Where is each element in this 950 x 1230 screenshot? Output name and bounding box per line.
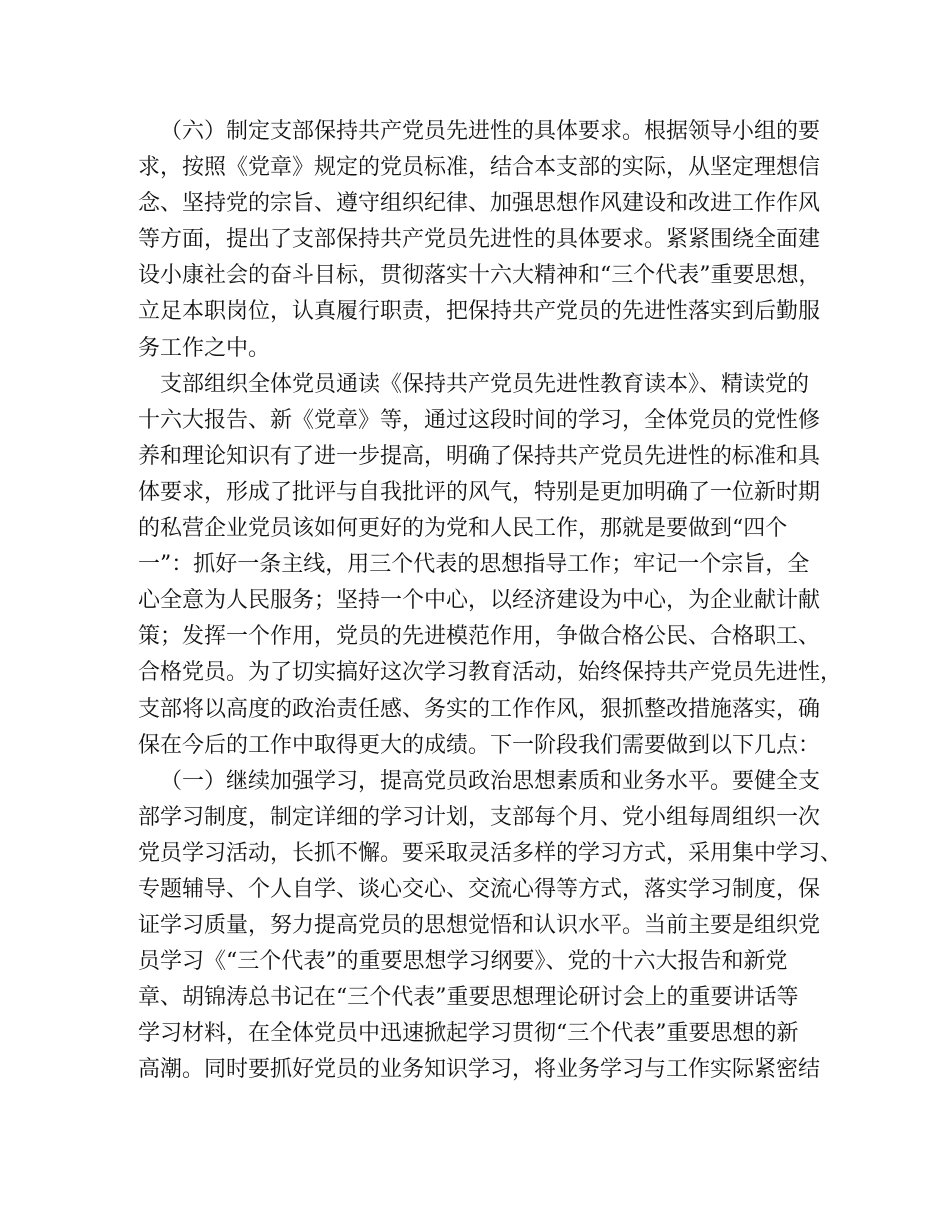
text-line: 党员学习活动，长抓不懈。要采取灵活多样的学习方式，采用集中学习、 — [138, 840, 843, 866]
text-line: 合格党员。为了切实搞好这次学习教育活动，始终保持共产党员先进性， — [138, 660, 843, 686]
text-line: 养和理论知识有了进一步提高，明确了保持共产党员先进性的标准和具 — [138, 443, 821, 469]
text-line: 部学习制度，制定详细的学习计划，支部每个月、党小组每周组织一次 — [138, 804, 821, 830]
text-line: 保在今后的工作中取得更大的成绩。下一阶段我们需要做到以下几点： — [138, 732, 821, 758]
text-line: 等方面，提出了支部保持共产党员先进性的具体要求。紧紧围绕全面建 — [138, 227, 821, 253]
body-text — [138, 114, 843, 1089]
text-line: 证学习质量，努力提高党员的思想觉悟和认识水平。当前主要是组织党 — [138, 913, 821, 939]
text-line: （一）继续加强学习，提高党员政治思想素质和业务水平。要健全支 — [160, 768, 821, 794]
text-line: 策；发挥一个作用，党员的先进模范作用，争做合格公民、合格职工、 — [138, 624, 821, 650]
text-line: 体要求，形成了批评与自我批评的风气，特别是更加明确了一位新时期 — [138, 479, 821, 505]
text-line: 求，按照《党章》规定的党员标准，结合本支部的实际，从坚定理想信 — [138, 155, 821, 181]
text-line: 心全意为人民服务；坚持一个中心，以经济建设为中心，为企业献计献 — [138, 588, 821, 614]
text-line: 务工作之中。 — [138, 335, 271, 361]
text-line: 念、坚持党的宗旨、遵守组织纪律、加强思想作风建设和改进工作作风 — [138, 191, 821, 217]
text-line: 学习材料，在全体党员中迅速掀起学习贯彻“三个代表”重要思想的新 — [138, 1021, 799, 1047]
text-line: 设小康社会的奋斗目标，贯彻落实十六大精神和“三个代表”重要思想， — [138, 263, 821, 289]
text-line: 支部组织全体党员通读《保持共产党员先进性教育读本》、精读党的 — [160, 371, 810, 397]
text-line: （六）制定支部保持共产党员先进性的具体要求。根据领导小组的要 — [160, 119, 821, 144]
text-line: 专题辅导、个人自学、谈心交心、交流心得等方式，落实学习制度，保 — [138, 876, 821, 902]
text-line: 的私营企业党员该如何更好的为党和人民工作，那就是要做到“四个 — [138, 516, 788, 542]
text-line: 十六大报告、新《党章》等，通过这段时间的学习，全体党员的党性修 — [138, 407, 821, 433]
text-line: 章、胡锦涛总书记在“三个代表”重要思想理论研讨会上的重要讲话等 — [138, 985, 799, 1011]
text-line: 高潮。同时要抓好党员的业务知识学习，将业务学习与工作实际紧密结 — [138, 1057, 821, 1083]
text-line: 员学习《“三个代表”的重要思想学习纲要》、党的十六大报告和新党 — [138, 949, 788, 975]
text-line: 立足本职岗位，认真履行职责，把保持共产党员的先进性落实到后勤服 — [138, 299, 821, 325]
text-line: 一”：抓好一条主线，用三个代表的思想指导工作；牢记一个宗旨，全 — [138, 552, 810, 578]
text-line: 支部将以高度的政治责任感、务实的工作作风，狠抓整改措施落实，确 — [138, 696, 821, 722]
